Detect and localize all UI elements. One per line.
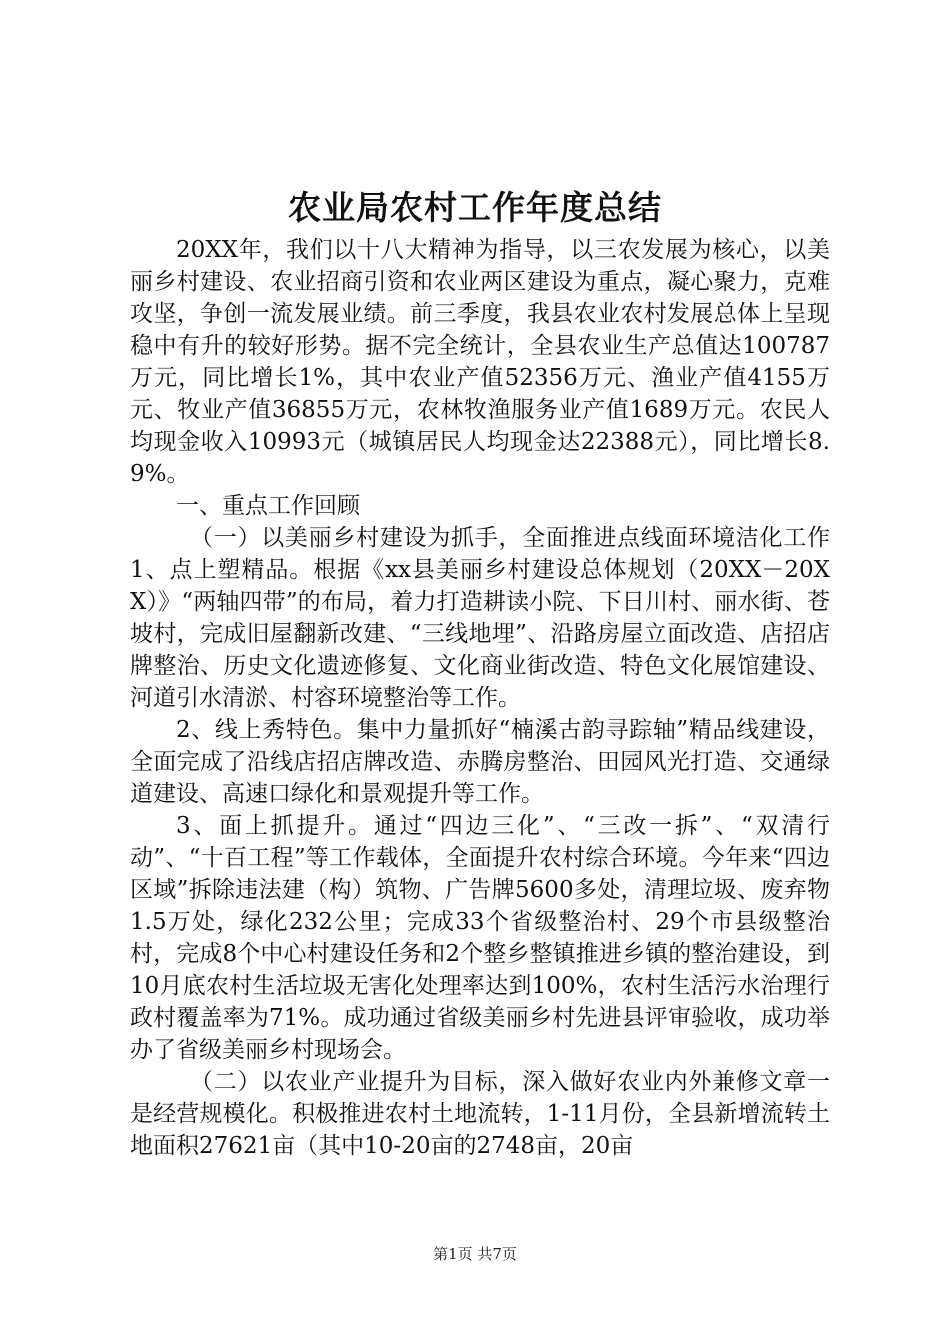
document-title: 农业局农村工作年度总结 — [288, 188, 662, 227]
paragraph-beautiful-village: （一）以美丽乡村建设为抓手，全面推进点线面环境洁化工作1、点上塑精品。根据《xx县美丽乡村建设总体规划（20XX－20XX）》“两轴四带”的布局，着力打造耕读小院、下日川村、丽水街、苍坡村，完成旧屋翻新改建、“三线地埋”、沿路房屋立面改造、店招店牌整治、历史文化遗迹修复、文化商业街改造、特色文化展馆建设、河道引水清淤、村容环境整治等工作。 — [130, 525, 830, 711]
paragraph-line-features: 2、线上秀特色。集中力量抓好“楠溪古韵寻踪轴”精品线建设，全面完成了沿线店招店牌改造、赤腾房整治、田园风光打造、交通绿道建设、高速口绿化和景观提升等工作。 — [130, 717, 830, 807]
paragraph-intro: 20XX年，我们以十八大精神为指导，以三农发展为核心，以美丽乡村建设、农业招商引资和农业两区建设为重点，凝心聚力，克难攻坚，争创一流发展业绩。前三季度，我县农业农村发展总体上呈现稳中有升的较好形势。据不完全统计，全县农业生产总值达100787万元，同比增长1%，其中农业产值52356万元、渔业产值4155万元、牧业产值36855万元，农林牧渔服务业产值1689万元。农民人均现金收入10993元（城镇居民人均现金达22388元），同比增长8.9%。 — [130, 237, 830, 487]
paragraph-industry-upgrade: （二）以农业产业提升为目标，深入做好农业内外兼修文章一是经营规模化。积极推进农村土地流转，1-11月份，全县新增流转土地面积27621亩（其中10-20亩的2748亩，20亩 — [130, 1069, 830, 1159]
paragraph-surface-improvement: 3、面上抓提升。通过“四边三化”、“三改一拆”、“双清行动”、“十百工程”等工作载体，全面提升农村综合环境。今年来“四边区域”拆除违法建（构）筑物、广告牌5600多处，清理垃圾、废弃物1.5万处，绿化232公里；完成33个省级整治村、29个市县级整治村，完成8个中心村建设任务和2个整乡整镇推进乡镇的整治建设，到10月底农村生活垃圾无害化处理率达到100%，农村生活污水治理行政村覆盖率为71%。成功通过省级美丽乡村先进县评审验收，成功举办了省级美丽乡村现场会。 — [130, 813, 830, 1063]
page-number-footer: 第1页 共7页 — [433, 1245, 517, 1263]
section-heading-key-work-review: 一、重点工作回顾 — [176, 493, 360, 519]
document-body — [130, 234, 830, 1162]
